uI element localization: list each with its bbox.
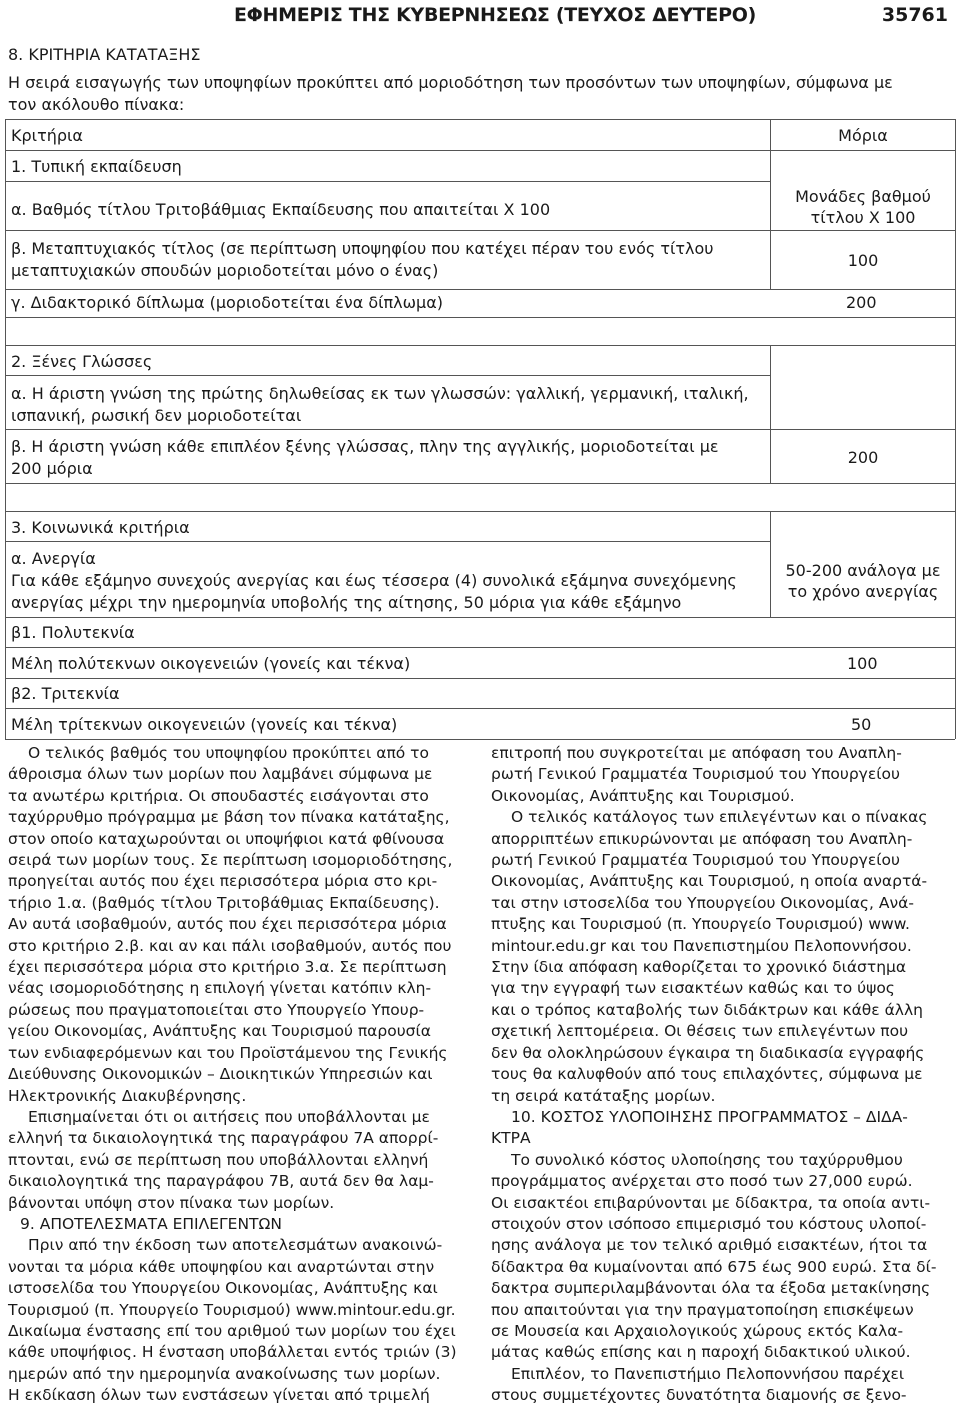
text-line: δεν θα ολοκληρώσουν έγκαιρα τη διαδικασία εγγραφής <box>491 1043 925 1062</box>
text-line: Ηλεκτρονικής Διακυβέρνησης. <box>8 1086 247 1105</box>
row-divider <box>5 317 955 318</box>
table-border <box>5 739 955 740</box>
text-line: δικαιολογητικά της παραγράφου 7Β, αυτά δεν θα λαμ- <box>8 1172 434 1191</box>
text-line: σχετική λεπτομέρεια. Οι θέσεις των επιλεγέντων που <box>491 1022 909 1041</box>
text-line: Πριν από την έκδοση των αποτελεσμάτων ανακοινώ- <box>28 1236 443 1255</box>
text-line: Η εκδίκαση όλων των ενστάσεων γίνεται από τριμελή <box>8 1386 430 1405</box>
text-line: Διεύθυνσης Οικονομικών – Διοικητικών Υπηρεσιών και <box>8 1065 433 1084</box>
row-divider <box>5 345 955 346</box>
text-line: προγράμματος ανέρχεται στο ποσό των 27,000 ευρώ. <box>491 1172 913 1191</box>
text-line: Οι εισακτέοι επιβαρύνονται με δίδακτρα, τα οποία αντι- <box>491 1193 931 1212</box>
text-line: Ο τελικός βαθμός του υποψηφίου προκύπτει από το <box>28 744 429 762</box>
criterion-text: γ. Διδακτορικό δίπλωμα (μοριοδοτείται ένα δίπλωμα) <box>11 293 443 312</box>
group-title: 1. Τυπική εκπαίδευση <box>11 157 182 176</box>
text-line: προηγείται αυτός που έχει περισσότερα μόρια στο κρι- <box>8 872 438 891</box>
text-line: ελληνή τα δικαιολογητικά της παραγράφου 7Α απορρί- <box>8 1129 439 1148</box>
row-divider <box>5 708 955 709</box>
text-line: 9. ΑΠΟΤΕΛΕΣΜΑΤΑ ΕΠΙΛΕΓΕΝΤΩΝ <box>20 1214 282 1233</box>
row-divider <box>5 483 955 484</box>
section-intro-line: Η σειρά εισαγωγής των υποψηφίων προκύπτει από μοριοδότηση των προσόντων των υποψηφίων, σύμφωνα με <box>8 73 893 92</box>
text-line: Τουρισμού (π. Υπουργείο Τουρισμού) www.mintour.edu.gr. <box>8 1300 456 1319</box>
text-line: γείου Οικονομίας, Ανάπτυξης και Τουρισμού παρουσία <box>8 1022 431 1041</box>
text-line: άθροισμα όλων των μορίων που λαμβάνει σύμφωνα με <box>8 765 433 784</box>
criterion-points: 200 <box>846 293 877 312</box>
row-divider <box>5 511 955 512</box>
text-line: και ο τρόπος καταβολής των διδάκτρων και κάθε άλλη <box>491 1000 923 1019</box>
text-line: τα ανωτέρω κριτήρια. Οι σπουδαστές εισάγονται στο <box>8 786 429 805</box>
criterion-points: 100 <box>847 654 878 673</box>
body-column-right <box>491 743 957 1407</box>
row-divider <box>5 375 770 376</box>
text-line: ΚΤΡΑ <box>491 1129 531 1148</box>
row-divider <box>5 150 955 151</box>
text-line: δακτρα συμπεριλαμβάνονται όλα τα έξοδα μετακίνησης <box>491 1279 931 1298</box>
text-line: ημερών από την ημερομηνία ανακοίνωσης των μορίων. <box>8 1364 441 1383</box>
text-line: τη σειρά κατάταξης μορίων. <box>491 1086 716 1105</box>
row-divider <box>5 181 770 182</box>
points-line: Μονάδες βαθμού <box>795 187 931 206</box>
text-line: στο κριτήριο 2.β. και αν και πάλι ισοβαθμούν, αυτός που <box>8 936 452 955</box>
text-line: τους θα καλυφθούν από τους επιλαχόντες, σύμφωνα με <box>491 1065 923 1084</box>
text-line: Επιπλέον, το Πανεπιστήμιο Πελοποννήσου παρέχει <box>511 1364 905 1383</box>
column-header-criteria: Κριτήρια <box>11 126 83 145</box>
section-intro-line: τον ακόλουθο πίνακα: <box>8 95 185 114</box>
text-line: βάνονται υπόψη στον πίνακα των μορίων. <box>8 1193 335 1212</box>
points-line: τίτλου Χ 100 <box>810 208 916 227</box>
page-header <box>0 0 960 38</box>
table-border <box>5 119 955 120</box>
page-number: 35761 <box>881 4 948 26</box>
criterion-text: μεταπτυχιακών σπουδών μοριοδοτείται μόνο ο ένας) <box>11 261 439 280</box>
text-line: Στην ίδια απόφαση καθορίζεται το χρονικό διάστημα <box>491 958 907 977</box>
criterion-text: α. Βαθμός τίτλου Τριτοβάθμιας Εκπαίδευσης που απαιτείται Χ 100 <box>11 200 551 219</box>
text-line: mintour.edu.gr και του Πανεπιστημίου Πελοποννήσου. <box>491 936 912 955</box>
body-column-left <box>8 743 474 1407</box>
group-title: 2. Ξένες Γλώσσες <box>11 352 153 371</box>
text-line: μάτας καθώς επίσης και η παροχή διδακτικού υλικού. <box>491 1343 911 1362</box>
text-line: στους συμμετέχοντες δυνατότητα διαμονής σε ξενο- <box>491 1386 907 1405</box>
text-line: πτυξης και Τουρισμού (π. Υπουργείο Τουρισμού) www. <box>491 915 910 934</box>
text-line: Δικαίωμα ένστασης επί του αριθμού των μορίων του έχει <box>8 1321 456 1340</box>
criterion-text: ισπανική, ρωσική δεν μοριοδοτείται <box>11 406 302 425</box>
group-title: 3. Κοινωνικά κριτήρια <box>11 518 190 537</box>
row-divider <box>5 429 955 430</box>
text-line: πτονται, ενώ σε περίπτωση που υποβάλλονται ελληνή <box>8 1150 429 1169</box>
criterion-subtitle: β1. Πολυτεκνία <box>11 623 135 642</box>
text-line: τήριο 1.α. (βαθμός τίτλου Τριτοβάθμιας Εκπαίδευσης). <box>8 893 440 912</box>
criterion-points <box>771 560 955 602</box>
criterion-text: Για κάθε εξάμηνο συνεχούς ανεργίας και έως τέσσερα (4) συνολικά εξάμηνα συνεχόμενης <box>11 571 737 590</box>
text-line: ρωτή Γενικού Γραμματέα Τουρισμού του Υπουργείου <box>491 765 900 784</box>
text-line: δίδακτρα θα κυμαίνονται από 675 έως 900 ευρώ. Στα δί- <box>491 1257 937 1276</box>
text-line: ται στην ιστοσελίδα του Υπουργείου Οικονομίας, Ανά- <box>491 893 914 912</box>
section-heading: 8. ΚΡΙΤΗΡΙΑ ΚΑΤΑΤΑΞΗΣ <box>8 45 201 64</box>
row-divider <box>5 289 955 290</box>
criterion-text: α. Η άριστη γνώση της πρώτης δηλωθείσας εκ των γλωσσών: γαλλική, γερμανική, ιταλική, <box>11 384 749 403</box>
criterion-text: ανεργίας μέχρι την ημερομηνία υποβολής της αίτησης, 50 μόρια για κάθε εξάμηνο <box>11 593 682 612</box>
criterion-text: β. Μεταπτυχιακός τίτλος (σε περίπτωση υποψηφίου που κατέχει πέραν του ενός τίτλου <box>11 239 714 258</box>
text-line: ταχύρρυθμο πρόγραμμα με βάση τον πίνακα κατάταξης, <box>8 808 450 827</box>
row-divider <box>5 678 955 679</box>
criterion-subtitle: α. Ανεργία <box>11 549 96 568</box>
text-line: επιτροπή που συγκροτείται με απόφαση του Αναπλη- <box>491 744 902 762</box>
criterion-text: β. Η άριστη γνώση κάθε επιπλέον ξένης γλώσσας, πλην της αγγλικής, μοριοδοτείται με <box>11 437 719 456</box>
criterion-text: 200 μόρια <box>11 459 93 478</box>
criterion-points: 50 <box>851 715 872 734</box>
gazette-title: ΕΦΗΜΕΡΙΣ ΤΗΣ ΚΥΒΕΡΝΗΣΕΩΣ (ΤΕΥΧΟΣ ΔΕΥΤΕΡΟ) <box>234 4 756 26</box>
text-line: νέας ισομοριοδότησης η επιλογή γίνεται κατόπιν κλη- <box>8 979 432 998</box>
text-line: Το συνολικό κόστος υλοποίησης του ταχύρρυθμου <box>511 1150 903 1169</box>
text-line: ρώσεως που πραγματοποιείται στο Υπουργείο Υπουρ- <box>8 1000 425 1019</box>
criterion-text: Μέλη πολύτεκνων οικογενειών (γονείς και τέκνα) <box>11 654 411 673</box>
table-border <box>955 119 956 739</box>
points-line: 50-200 ανάλογα με <box>785 561 941 580</box>
text-line: για την εγγραφή των εισακτέων καθώς και το ύψος <box>491 979 895 998</box>
text-line: ησης ανάλογα με τον τελικό αριθμό εισακτέων, ήτοι τα <box>491 1236 928 1255</box>
text-line: έχει περισσότερα μόρια στο κριτήριο 3.α. Σε περίπτωση <box>8 958 447 977</box>
text-line: νονται τα μόρια κάθε υποψηφίου και αναρτώνται στην <box>8 1257 435 1276</box>
criterion-text: Μέλη τρίτεκνων οικογενειών (γονείς και τέκνα) <box>11 715 398 734</box>
text-line: σειρά των μορίων τους. Σε περίπτωση ισομοριοδότησης, <box>8 851 453 870</box>
text-line: σε Μουσεία και Αρχαιολογικούς χώρους εκτός Καλα- <box>491 1321 904 1340</box>
text-line: Επισημαίνεται ότι οι αιτήσεις που υποβάλλονται με <box>28 1107 430 1126</box>
criterion-subtitle: β2. Τριτεκνία <box>11 684 120 703</box>
text-line: 10. ΚΟΣΤΟΣ ΥΛΟΠΟΙΗΣΗΣ ΠΡΟΓΡΑΜΜΑΤΟΣ – ΔΙΔΑ- <box>511 1107 908 1126</box>
text-line: στον οποίο καταχωρούνται οι υποψήφιοι κατά φθίνουσα <box>8 829 445 848</box>
text-line: των ενδιαφερόμενων και του Προϊστάμενου της Γενικής <box>8 1043 448 1062</box>
text-line: Αν αυτά ισοβαθμούν, αυτός που έχει περισσότερα μόρια <box>8 915 447 934</box>
text-line: απορριπτέων επικυρώνονται με απόφαση του Αναπλη- <box>491 829 913 848</box>
column-header-points: Μόρια <box>838 126 888 145</box>
text-line: στοιχούν στον ισόποσο επιμερισμό του κόστους υλοποί- <box>491 1214 927 1233</box>
criterion-points: 100 <box>847 251 879 270</box>
text-line: που απαιτούνται για την πραγματοποίηση επισκέψεων <box>491 1300 914 1319</box>
row-divider <box>5 541 770 542</box>
text-line: Οικονομίας, Ανάπτυξης και Τουρισμού, η οποία αναρτά- <box>491 872 928 891</box>
row-divider <box>5 230 955 231</box>
text-line: Ο τελικός κατάλογος των επιλεγέντων και ο πίνακας <box>511 808 928 827</box>
text-line: ιστοσελίδα του Υπουργείου Οικονομίας, Ανάπτυξης και <box>8 1279 438 1298</box>
text-line: ρωτή Γενικού Γραμματέα Τουρισμού του Υπουργείου <box>491 851 900 870</box>
text-line: Οικονομίας, Ανάπτυξης και Τουρισμού. <box>491 786 795 805</box>
row-divider <box>5 617 955 618</box>
criterion-points <box>771 186 955 228</box>
text-line: κάθε υποψήφιος. Η ένσταση υποβάλλεται εντός τριών (3) <box>8 1343 457 1362</box>
row-divider <box>5 647 955 648</box>
points-line: το χρόνο ανεργίας <box>787 582 939 601</box>
criterion-points: 200 <box>847 448 879 467</box>
